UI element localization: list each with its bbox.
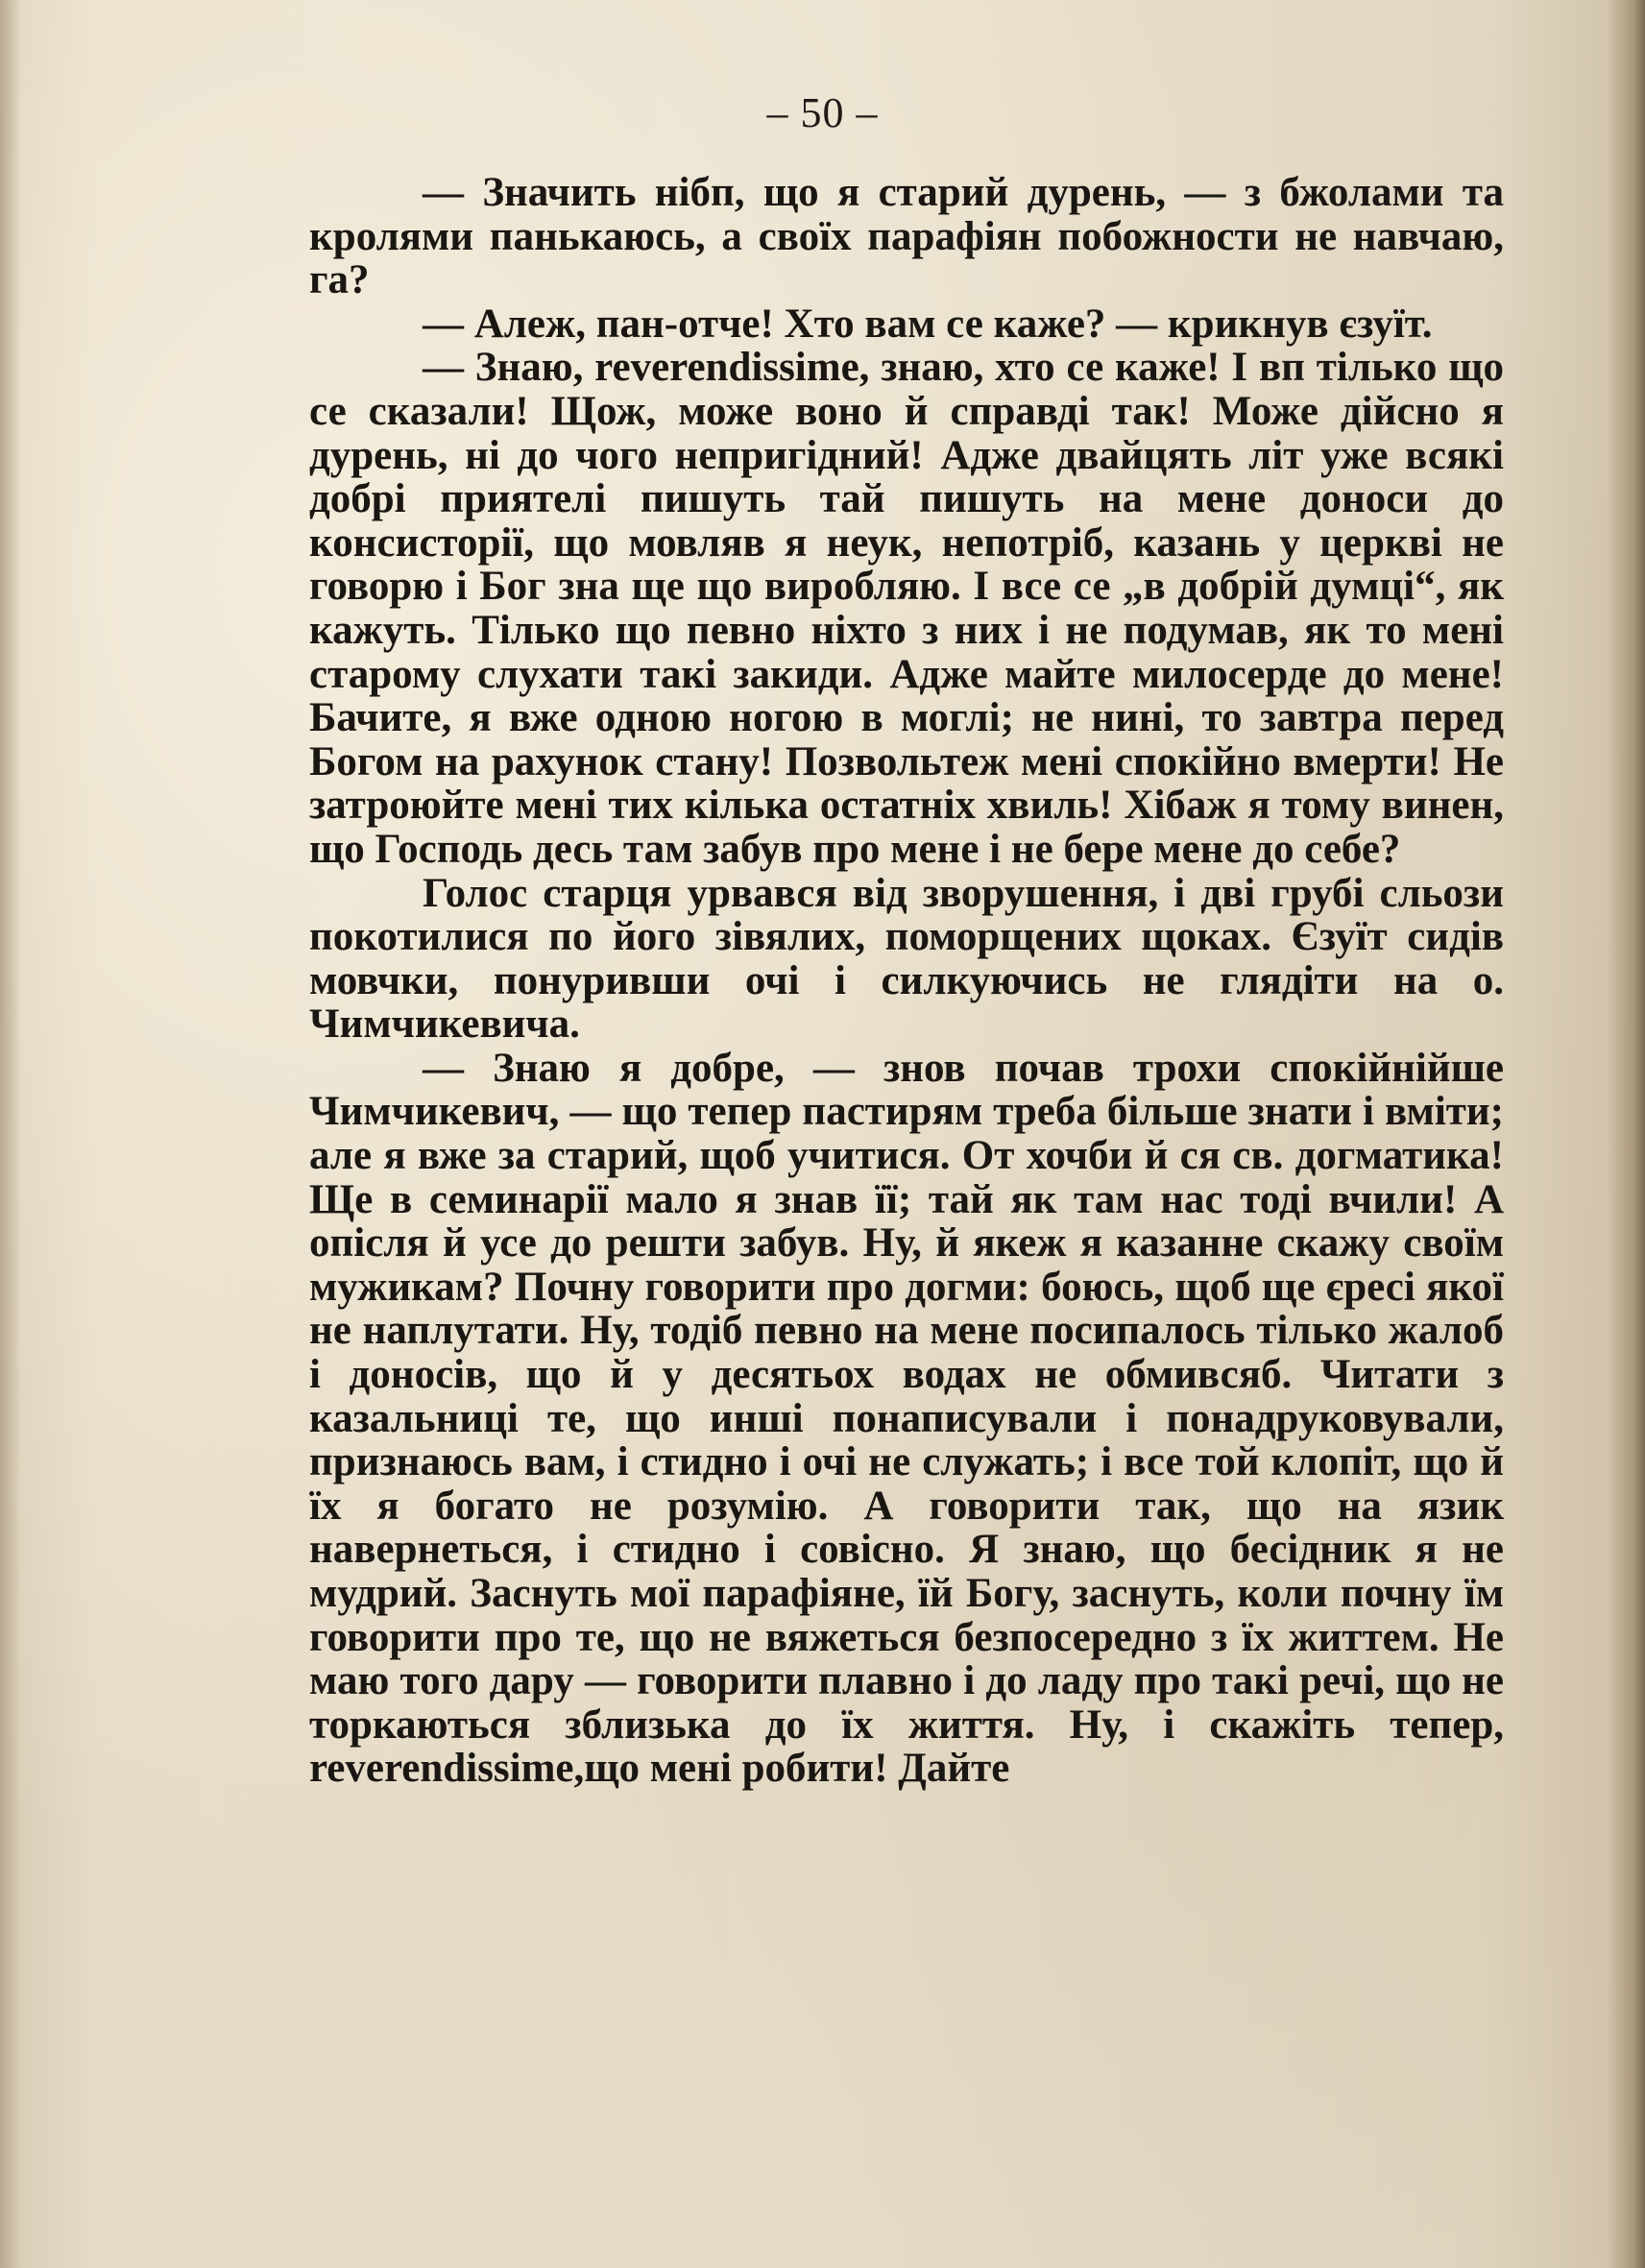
paragraph-2: — Алеж, пан-отче! Хто вам се каже? — крикнув єзуїт. (423, 301, 1433, 347)
paragraph-3: — Знаю, reverendissime, знаю, хто се каже! І вп тілько що се сказали! Щож, може воно й справді так! Може дійсно я дурень, ні до чого непригідний! Адже двайцять літ уже всякі добрі приятелі пишуть тай пишуть на мене доноси до консисторії, що мовляв я неук, непотріб, казань у церкві не говорю і Бог зна ще що виробляю. І все се „в добрій думці“, як кажуть. Тілько що певно ніхто з них і не подумав, як то мені старому слухати такі закиди. Адже майте милосерде до мене! Бачите, я вже одною ногою в моглі; не нині, то завтра перед Богом на рахунок стану! Позвольтеж мені спокійно вмерти! Не затроюйте мені тих кілька остатніх хвиль! Хібаж я тому винен, що Господь десь там забув про мене і не бере мене до себе? (309, 345, 1504, 872)
paragraph-5: — Знаю я добре, — знов почав трохи спокійнійше Чимчикевич, — що тепер пастирям треба більше знати і вміти; але я вже за старий, щоб учитися. От хочби й ся св. догматика! Ще в семинарії мало я знав її; тай як там нас тоді вчили! А опісля й усе до решти забув. Ну, й якеж я казанне скажу своїм мужикам? Почну говорити про догми: боюсь, щоб ще єресі якої не наплутати. Ну, тодіб певно на мене посипалось тілько жалоб і доносів, що й у десятьох водах не обмивсяб. Читати з казальниці те, що инші понаписували і понадруковували, признаюсь вам, і стидно і очі не служать; і все той клопіт, що й їх я богато не розумію. А говорити так, що на язик навернеться, і стидно і совісно. Я знаю, що бесідник я не мудрий. Заснуть мої парафіяне, їй Богу, заснуть, коли почну їм говорити про те, що не вяжеться безпосередно з їх життем. Не маю того дару — говорити плавно і до ладу про такі речі, що не торкаються зблизька до їх життя. Ну, і скажіть тепер, reverendissime,що мені робити! Дайте (309, 1045, 1504, 1792)
page-left-edge-shadow (0, 0, 21, 2268)
paragraph-1: –– Значить нібп, що я старий дурень, — з бжолами та кролями панькаюсь, а своїх парафіян побожности не навчаю, га? (309, 170, 1504, 303)
body-text (309, 171, 1504, 1791)
paragraph-4: Голос старця урвався від зворушення, і дві грубі сльози покотилися по його зівялих, поморщених щоках. Єзуїт сидів мовчки, понуривши очі і силкуючись не глядіти на о. Чимчикевича. (309, 870, 1504, 1048)
page-right-edge-shadow (1607, 0, 1645, 2268)
page-number: – 50 – (766, 89, 879, 136)
